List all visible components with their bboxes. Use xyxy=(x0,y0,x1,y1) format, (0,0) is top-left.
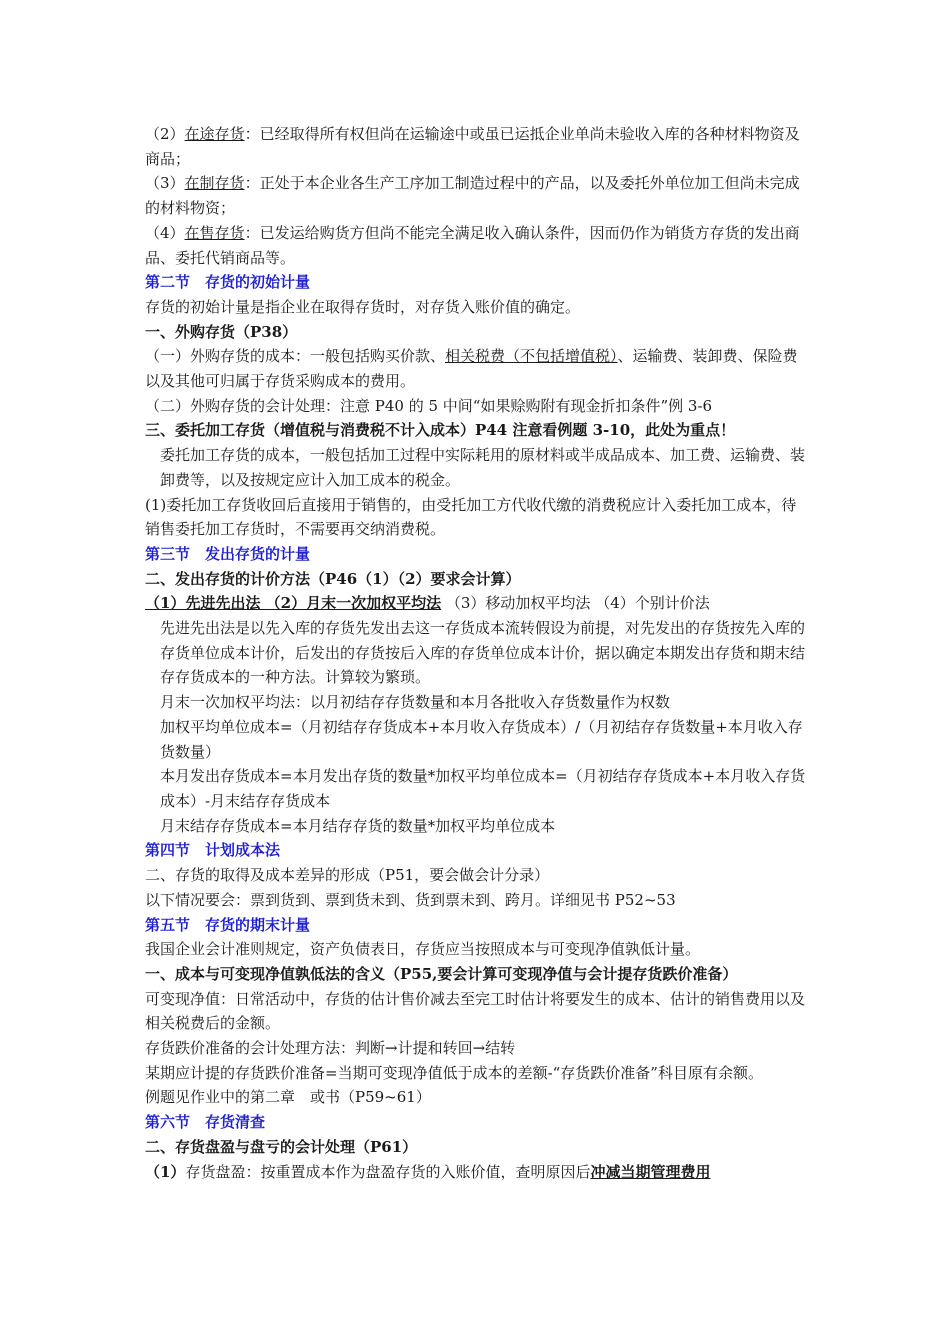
section-heading-4: 第四节 计划成本法 xyxy=(145,841,281,860)
document-page xyxy=(145,122,810,1184)
term-on-sale: 在售存货 xyxy=(184,223,245,242)
paragraph-purchase-cost xyxy=(145,344,810,393)
paragraph-weighted-average: 月末一次加权平均法：以月初结存存货数量和本月各批收入存货数量作为权数 xyxy=(160,693,671,712)
heading-valuation-methods: 二、发出存货的计价方法（P46（1）（2）要求会计算） xyxy=(145,569,521,588)
formula-issued-cost: 本月发出存货成本=本月发出存货的数量*加权平均单位成本=（月初结存存货成本+本月收入存货成本）-月末结存存货成本 xyxy=(160,767,806,810)
bold-underlined-methods: （1）先进先出法 （2）月末一次加权平均法 xyxy=(145,594,442,613)
term-in-transit: 在途存货 xyxy=(184,125,245,143)
text: 、运输费、装卸费、保险费以及其他可归属于存货采购成本的费用。 xyxy=(145,347,798,391)
definition-text: ：已经取得所有权但尚在运输途中或虽已运抵企业单尚未验收入库的各种材料物资及商品； xyxy=(145,125,800,168)
item-number: （3） xyxy=(145,174,185,193)
item-number: （4） xyxy=(145,223,185,242)
text: 存货盘盈：按重置成本作为盘盈存货的入账价值，查明原因后 xyxy=(185,1162,591,1181)
paragraph-standard: 我国企业会计准则规定，资产负债表日，存货应当按照成本与可变现净值孰低计量。 xyxy=(145,940,701,959)
paragraph-cost-variance: 二、存货的取得及成本差异的形成（P51，要会做会计分录） xyxy=(145,866,550,885)
paragraph-on-sale xyxy=(145,221,810,270)
section-heading-6: 第六节 存货清查 xyxy=(145,1113,266,1132)
paragraph-methods-list xyxy=(145,591,810,616)
paragraph-purchase-accounting: （二）外购存货的会计处理：注意 P40 的 5 中间“如果赊购附有现金折扣条件”例 3-6 xyxy=(145,396,713,415)
definition-text: ：正处于本企业各生产工序加工制造过程中的产品，以及委托外单位加工但尚未完成的材料物资； xyxy=(145,174,800,218)
paragraph-in-transit xyxy=(145,122,810,171)
text: （3）移动加权平均法 （4）个别计价法 xyxy=(445,594,710,613)
paragraph-consigned-cost: 委托加工存货的成本，一般包括加工过程中实际耗用的原材料或半成品成本、加工费、运输费、装卸费等，以及按规定应计入加工成本的税金。 xyxy=(160,446,806,489)
paragraph-in-process xyxy=(145,171,810,220)
paragraph-nrv: 可变现净值：日常活动中，存货的估计售价减去至完工时估计将要发生的成本、估计的销售费用以及相关税费后的金额。 xyxy=(145,989,806,1033)
paragraph-examples: 例题见作业中的第二章 或书（P59~61） xyxy=(145,1088,431,1107)
definition-text: ：已发运给购货方但尚不能完全满足收入确认条件，因而仍作为销货方存货的发出商品、委托代销商品等。 xyxy=(145,223,800,267)
heading-lower-of-cost: 一、成本与可变现净值孰低法的含义（P55,要会计算可变现净值与会计提存货跌价准备） xyxy=(145,964,738,983)
formula-unit-cost: 加权平均单位成本=（月初结存存货成本+本月收入存货成本）/（月初结存存货数量+本月收入存货数量） xyxy=(160,717,803,761)
heading-consigned-processing: 三、委托加工存货（增值税与消费税不计入成本）P44 注意看例题 3-10，此处为重点！ xyxy=(145,421,736,440)
paragraph-consigned-tax: (1)委托加工存货收回后直接用于销售的，由受托加工方代收代缴的消费税应计入委托加工成本，待销售委托加工存货时，不需要再交纳消费税。 xyxy=(145,495,797,539)
text: （一）外购存货的成本：一般包括购买价款、 xyxy=(145,347,446,366)
paragraph-provision-formula: 某期应计提的存货跌价准备=当期可变现净值低于成本的差额-“存货跌价准备”科目原有余额。 xyxy=(145,1063,763,1082)
paragraph-provision-method: 存货跌价准备的会计处理方法：判断→计提和转回→结转 xyxy=(145,1039,516,1058)
paragraph-surplus xyxy=(145,1160,810,1185)
section-heading-3: 第三节 发出存货的计量 xyxy=(145,544,311,563)
section-heading-2: 第二节 存货的初始计量 xyxy=(145,273,311,292)
section-2-intro: 存货的初始计量是指企业在取得存货时，对存货入账价值的确定。 xyxy=(145,297,581,316)
bold-underlined-text: 冲减当期管理费用 xyxy=(590,1162,711,1181)
paragraph-fifo: 先进先出法是以先入库的存货先发出去这一存货成本流转假设为前提，对先发出的存货按先入库的存货单位成本计价，后发出的存货按后入库的存货单位成本计价，据以确定本期发出存货和期末结存存货成本的一种方法。计算较为繁琐。 xyxy=(160,619,806,687)
paragraph-cases: 以下情况要会：票到货到、票到货未到、货到票未到、跨月。详细见书 P52~53 xyxy=(145,890,676,909)
item-number: （1） xyxy=(145,1162,186,1181)
underlined-text: 相关税费（不包括增值税） xyxy=(445,347,618,366)
section-heading-5: 第五节 存货的期末计量 xyxy=(145,915,311,934)
item-number: （2） xyxy=(145,125,185,143)
term-in-process: 在制存货 xyxy=(184,174,245,193)
heading-purchased-inventory: 一、外购存货（P38） xyxy=(145,322,298,341)
formula-ending-cost: 月末结存存货成本=本月结存存货的数量*加权平均单位成本 xyxy=(160,816,556,835)
heading-surplus-shortage: 二、存货盘盈与盘亏的会计处理（P61） xyxy=(145,1137,418,1156)
